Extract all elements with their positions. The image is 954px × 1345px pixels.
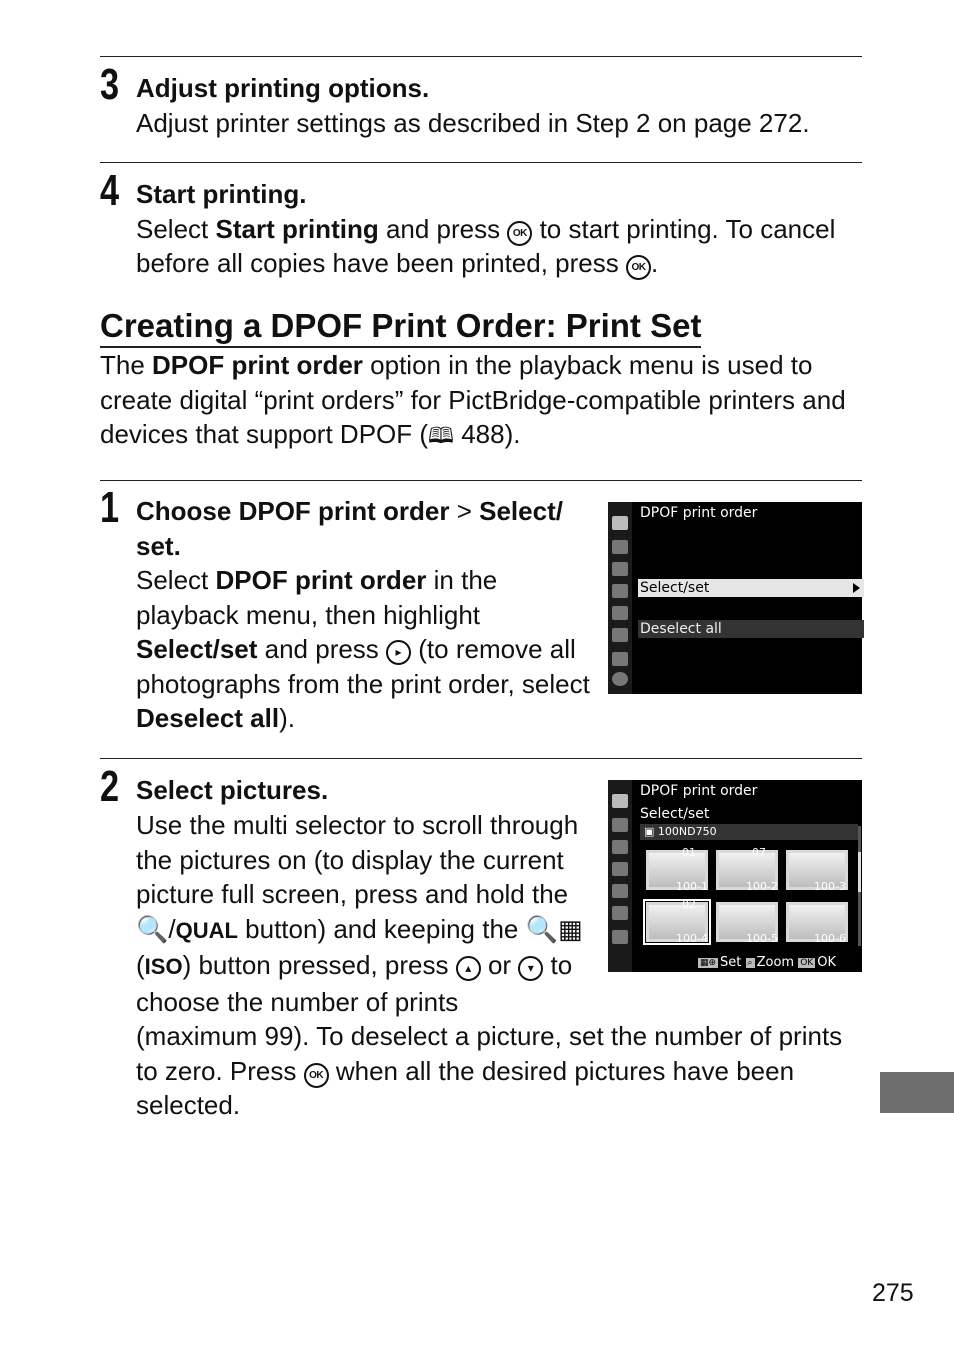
ok-key-icon: OK [800,958,814,968]
select-set-term: Select/set [136,634,258,664]
menu-item-label: Select/set [640,580,710,596]
qual-label: QUAL [175,917,238,943]
thumbnail-label: 100-2 [746,880,778,893]
setup-tab-icon [612,606,628,620]
folder-name: 100ND750 [657,825,717,838]
divider-step4 [100,162,862,163]
text-run: in the playback menu, then highlight [136,565,498,630]
menu-item-label: Deselect all [640,621,722,637]
print-count: 02 [682,898,696,911]
text-run: ). [279,703,295,733]
scrollbar[interactable] [858,826,861,946]
thumbnail-zoom-out-icon: 🔍▦ ( [136,913,583,980]
ok-button-icon: OK [507,221,532,246]
select-set-term: Select/ set. [136,496,563,561]
step1-heading [136,494,592,563]
iso-label: ISO [144,954,183,979]
multi-selector-down-icon: ▾ [518,956,543,981]
dpof-term: DPOF print order [152,350,363,380]
text-run: Use the multi selector to scroll through the pictures on (to display the current picture full screen, press and hold the [136,810,579,909]
screen-title: DPOF print order [640,505,758,521]
screen-title: DPOF print order [640,783,758,799]
page-number: 275 [872,1279,914,1307]
step1-number: 1 [100,483,120,532]
help-bar [698,955,836,970]
divider-step3 [100,56,862,57]
chapter-tab [880,1072,954,1113]
deselect-all-term: Deselect all [136,703,280,733]
step2-heading: Select pictures. [136,775,329,805]
book-icon: 🕮 [428,423,454,448]
playback-tab-icon [612,794,628,808]
text-run: when all the desired pictures have been selected. [136,1055,795,1120]
step1-block [136,494,592,736]
text-run: Choose [136,496,239,526]
text-run: ) button pressed, press [182,950,456,980]
step4-block [136,177,862,281]
thumbnail-label: 100-1 [676,880,708,893]
thumbnail-label: 100-3 [814,880,846,893]
text-run: > [449,496,480,526]
step4-number: 4 [100,166,120,215]
help-ok: OK [817,955,836,970]
print-count: 01 [682,846,696,859]
camera-tab-icon [612,818,628,832]
submenu-arrow-icon [853,583,860,593]
text-run: and press [257,634,387,664]
help-zoom: Zoom [756,955,795,970]
step4-heading: Start printing. [136,179,307,209]
camera-menu-screen [608,502,862,694]
setup-tab-icon [612,884,628,898]
step2-number: 2 [100,762,120,811]
text-run: (to remove all photographs from the print order, select [136,634,590,699]
zoom-key-icon: ⌕ [747,958,753,968]
playback-tab-icon [612,516,628,530]
text-run: Select [136,213,216,244]
text-run: ). [504,419,521,449]
text-run: button) and keeping the [237,913,526,944]
thumbnail-label: 100-4 [676,932,708,945]
custom-tab-icon [612,862,628,876]
text-run: The [100,350,153,380]
menu-item-deselect-all[interactable] [638,620,864,638]
movie-tab-icon [612,562,628,576]
page-reference: 488 [461,419,505,449]
print-count: 07 [752,846,766,859]
text-run: and press [378,213,508,244]
step2-block [136,773,592,808]
text-run: Select [136,565,216,595]
text-run: to start printing. To cancel before all copies have been printed, press [136,213,836,278]
menu-tabs-sidebar [608,502,632,694]
scrollbar-thumb[interactable] [858,852,861,892]
section-intro [100,348,870,454]
divider-step2 [100,758,862,759]
folder-bar [640,824,858,840]
multi-selector-up-icon: ▴ [456,956,481,981]
ok-button-icon: OK [626,255,651,280]
divider-step1 [100,480,862,481]
dpof-term: DPOF print order [215,565,427,595]
mymenu-tab-icon [612,930,628,944]
movie-tab-icon [612,840,628,854]
menu-item-select-set[interactable] [638,579,864,597]
menu-tabs-sidebar [608,780,632,972]
multi-selector-right-icon: ▸ [386,640,411,665]
zoom-in-icon: 🔍/ [136,913,176,944]
step3-block [136,71,876,140]
screen-subtitle: Select/set [640,806,710,822]
help-tab-icon [612,672,628,686]
camera-tab-icon [612,540,628,554]
step3-text: Adjust printer settings as described in Step 2 on page 272. [136,107,810,138]
text-run: . [650,248,659,278]
start-printing-term: Start printing [215,213,379,244]
text-run: option in the playback menu is used to create digital “print orders” for PictBridge-compatible printers and devices that support DPOF ( [100,350,846,449]
retouch-tab-icon [612,628,628,642]
thumbnail-label: 100-5 [746,932,778,945]
custom-tab-icon [612,584,628,598]
set-key-icon: ▦⊕ [700,958,717,968]
section-title: Creating a DPOF Print Order: Print Set [100,307,701,348]
camera-select-screen [608,780,862,972]
thumbnail-label: 100-6 [814,932,846,945]
help-set: Set [720,955,742,970]
text-run: to choose the number of prints (maximum 99). To deselect a picture, set the number of prints to zero. Press [136,950,843,1086]
step1-text [136,563,592,736]
step4-text [136,212,862,281]
mymenu-tab-icon [612,652,628,666]
step3-heading: Adjust printing options. [136,73,430,103]
card-slot-icon: ▣ [644,825,658,838]
step3-number: 3 [100,60,120,109]
retouch-tab-icon [612,906,628,920]
text-run: or [480,950,519,980]
ok-button-icon: OK [304,1063,329,1088]
dpof-term: DPOF print order [238,496,450,526]
